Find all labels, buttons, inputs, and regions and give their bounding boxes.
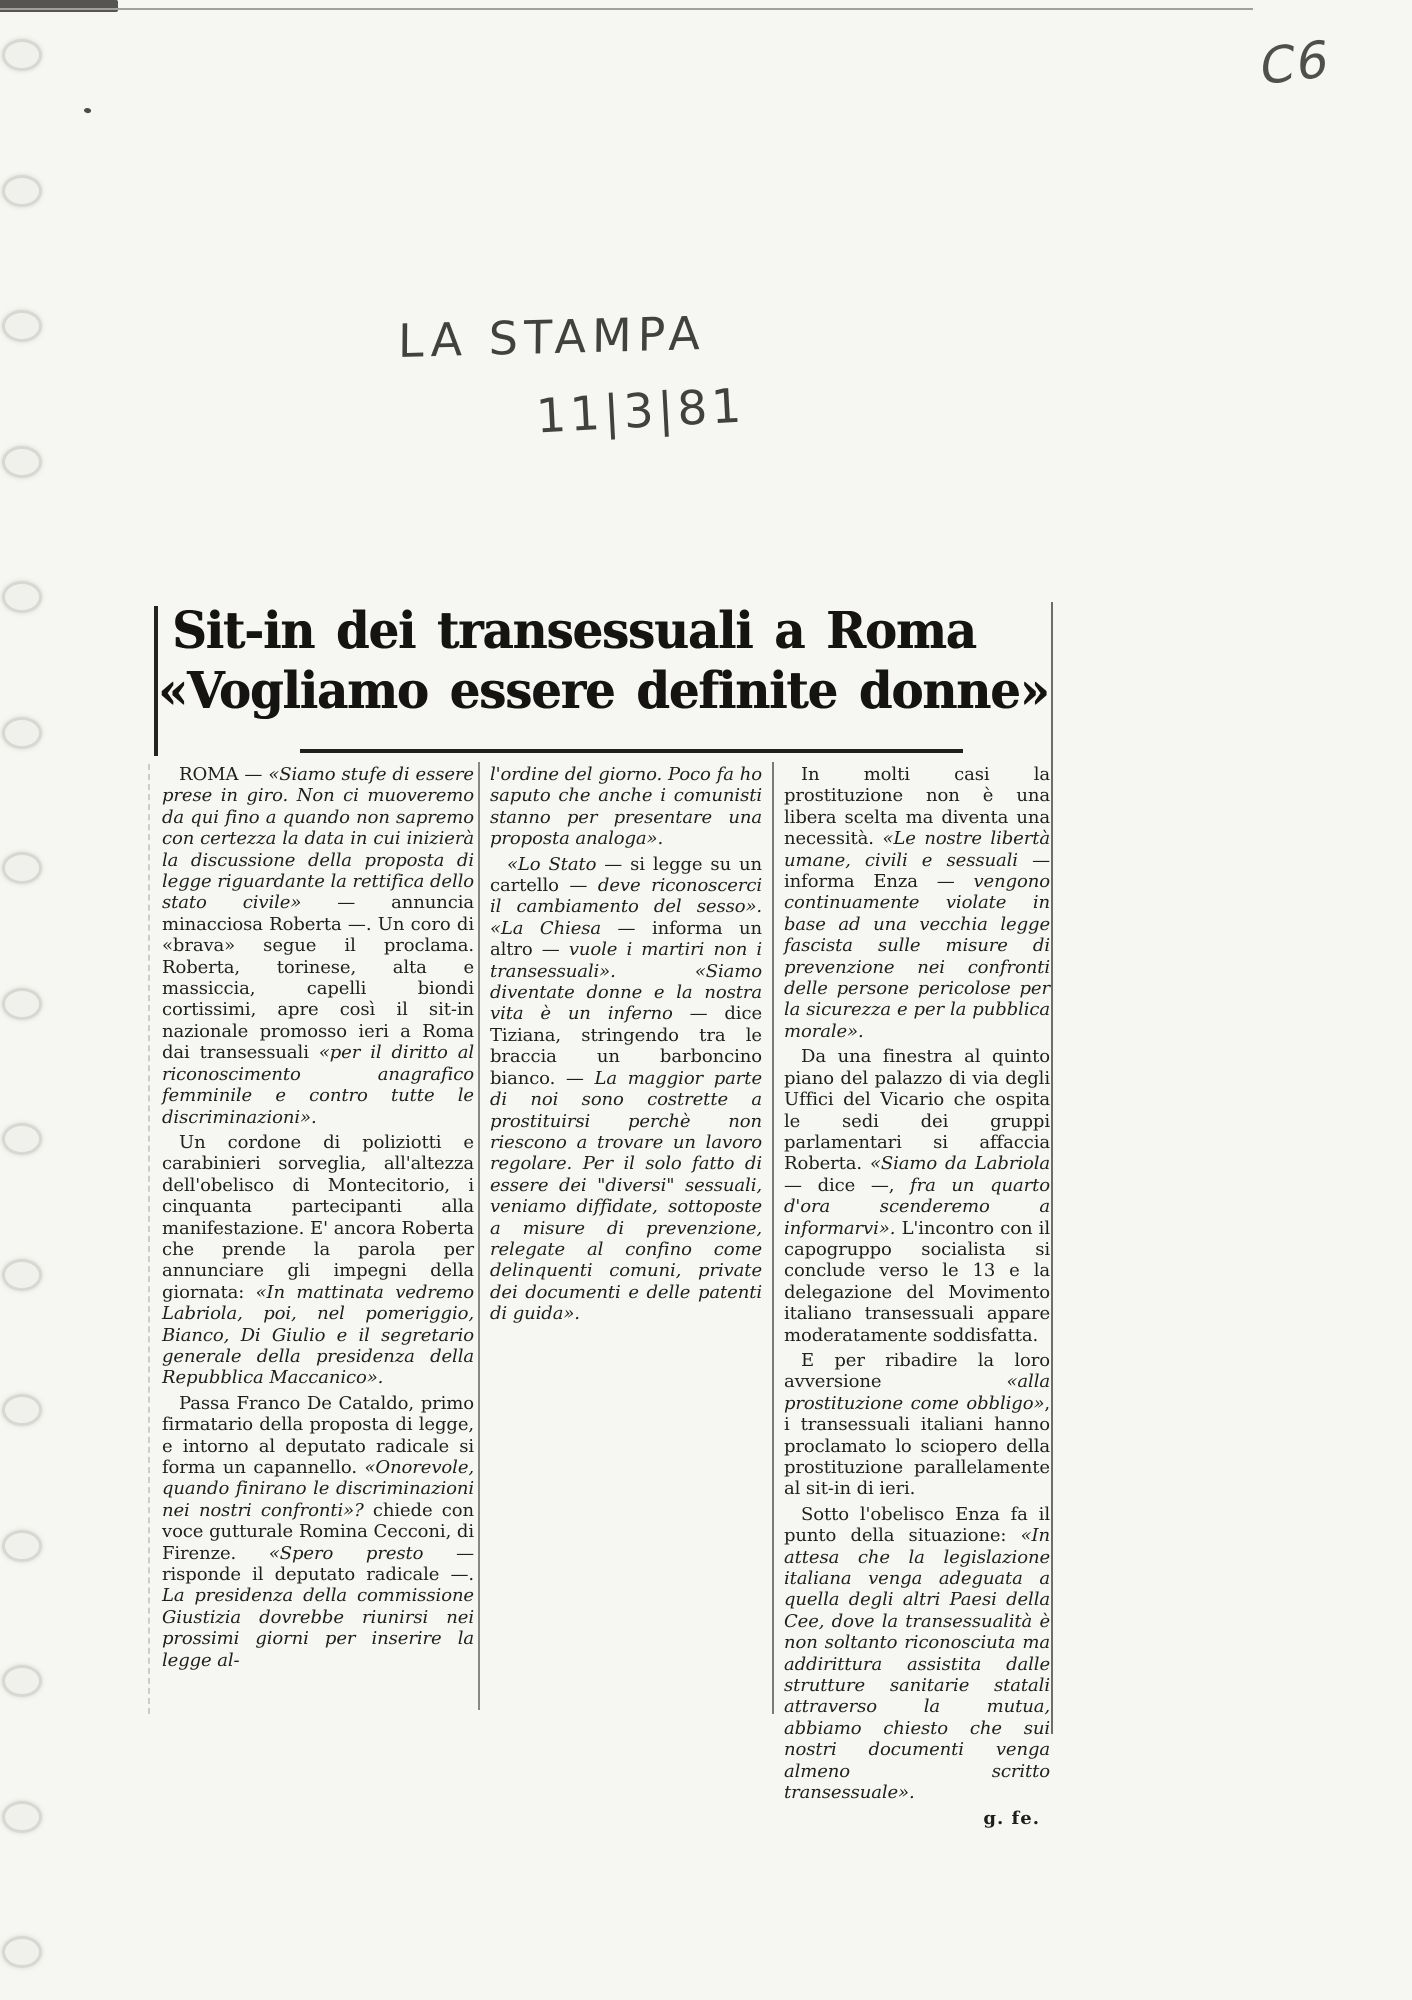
article-paragraph bbox=[490, 854, 762, 1325]
punch-hole bbox=[2, 717, 42, 749]
column-divider bbox=[772, 762, 774, 1714]
quote-text: La presidenza della commissione Giustizia dovrebbe riunirsi nei prossimi giorni per inserire la legge al- bbox=[162, 1585, 474, 1671]
headline-line-1: Sit-in dei transessuali a Roma bbox=[172, 602, 976, 661]
article-column-2 bbox=[490, 764, 762, 1329]
article-paragraph bbox=[162, 764, 474, 1128]
quote-text: deve riconoscerci il cambiamento del sesso». bbox=[490, 875, 762, 918]
punch-hole bbox=[2, 581, 42, 613]
handwritten-publication: LA STAMPA bbox=[397, 305, 707, 369]
body-text: , i transessuali italiani hanno proclamato lo sciopero della prostituzione parallelamente al sit-in di ieri. bbox=[784, 1392, 1050, 1500]
quote-text: «Onorevole, quando finirano le discriminazioni nei nostri confronti»? bbox=[162, 1457, 474, 1521]
article-paragraph bbox=[784, 1350, 1050, 1500]
scan-speck bbox=[83, 107, 91, 114]
body-text: ROMA — bbox=[179, 764, 269, 785]
byline: g. fe. bbox=[983, 1807, 1040, 1829]
punch-hole bbox=[2, 39, 42, 71]
punch-hole bbox=[2, 1259, 42, 1291]
quote-text: «Le nostre libertà umane, civili e sessuali bbox=[784, 828, 1050, 871]
quote-text: «Siamo da Labriola bbox=[869, 1153, 1051, 1175]
quote-text: «alla prostituzione come obbligo» bbox=[784, 1371, 1050, 1414]
handwritten-date: 11|3|81 bbox=[534, 378, 747, 445]
punch-hole bbox=[2, 1801, 42, 1833]
article-right-rule bbox=[1051, 602, 1053, 1734]
body-text: — annuncia minacciosa Roberta —. Un coro di «brava» segue il proclama. Roberta, torinese, alta e massiccia, capelli biondi cortissimi, apre così il sit-in nazionale promosso ieri a Roma dai transessuali bbox=[162, 892, 474, 1064]
headline-line-2: «Vogliamo essere definite donne» bbox=[158, 662, 1049, 721]
article-paragraph bbox=[490, 764, 762, 850]
punch-hole bbox=[2, 852, 42, 884]
article-paragraph bbox=[784, 764, 1050, 1042]
body-text: Un cordone di poliziotti e carabinieri sorveglia, all'altezza dell'obelisco di Montecitorio, i cinquanta partecipanti alla manifestazione. E' ancora Roberta che prende la parola per annunciare gli impegni della giornata: bbox=[162, 1131, 474, 1303]
body-text: In molti casi la prostituzione non è una libera scelta ma diventa una necessità. bbox=[784, 764, 1050, 850]
body-text: — informa Enza — bbox=[784, 849, 1050, 893]
quote-text: La maggior parte di noi sono costrette a prostituirsi perchè non riescono a trovare un lavoro regolare. Per il solo fatto di essere dei "diversi" sessuali, veniamo diffidate, sottoposte a misure di prevenzione, relegate al confino come delinquenti comuni, private dei documenti e delle patenti di guida». bbox=[490, 1067, 762, 1325]
punch-hole bbox=[2, 1936, 42, 1968]
article-clipping bbox=[148, 596, 1054, 1829]
quote-text: fra un quarto d'ora scenderemo a informarvi». bbox=[784, 1174, 1050, 1239]
clipping-cut-edge bbox=[148, 764, 150, 1714]
body-text: Sotto l'obelisco Enza fa il punto della situazione: bbox=[784, 1503, 1050, 1547]
quote-text: l'ordine del giorno. Poco fa ho saputo che anche i comunisti stanno per presentare una proposta analoga». bbox=[490, 764, 762, 850]
handwritten-corner-mark: C6 bbox=[1257, 29, 1334, 97]
body-text: E per ribadire la loro avversione bbox=[784, 1349, 1050, 1393]
headline-underline bbox=[300, 749, 963, 753]
punch-hole bbox=[2, 1530, 42, 1562]
quote-text: «In attesa che la legislazione italiana venga adeguata a quella degli altri Paesi della Cee, dove la transessualità è non soltanto riconosciuta ma addirittura assistita dalle strutture sanitarie statali attraverso la mutua, abbiamo chiesto che sui nostri documenti venga almeno scritto transessuale». bbox=[784, 1525, 1050, 1804]
punch-hole bbox=[2, 446, 42, 478]
article-column-1 bbox=[162, 764, 474, 1675]
scan-top-edge-line bbox=[0, 8, 1253, 10]
body-text: — si legge su un cartello — bbox=[490, 853, 762, 897]
scan-top-edge-bar bbox=[0, 0, 118, 12]
quote-text: «per il diritto al riconoscimento anagrafico femminile e contro tutte le discriminazioni». bbox=[162, 1042, 474, 1128]
quote-text: vengono continuamente violate in base ad una vecchia legge fascista sulle misure di prevenzione nei confronti delle persone pericolose per la sicurezza e per la pubblica morale». bbox=[784, 871, 1050, 1042]
article-paragraph bbox=[784, 1046, 1050, 1346]
quote-text: «Lo Stato bbox=[507, 853, 597, 875]
body-text: — risponde il deputato radicale —. bbox=[162, 1542, 475, 1586]
punch-hole bbox=[2, 1665, 42, 1697]
quote-text: «La Chiesa bbox=[490, 917, 602, 939]
punch-hole bbox=[2, 1394, 42, 1426]
body-text: Passa Franco De Cataldo, primo firmatario della proposta di legge, e intorno al deputato radicale si forma un capannello. bbox=[162, 1392, 474, 1478]
article-paragraph bbox=[162, 1132, 474, 1389]
quote-text: «In mattinata vedremo Labriola, poi, nel pomeriggio, Bianco, Di Giulio e il segretario generale della presidenza della Repubblica Maccanico». bbox=[162, 1281, 474, 1389]
quote-text: vuole i martiri non i transessuali». «Siamo diventate donne e la nostra vita è un inferno bbox=[490, 939, 762, 1025]
article-column-3 bbox=[784, 764, 1050, 1829]
column-divider bbox=[478, 762, 480, 1710]
article-paragraph bbox=[162, 1393, 474, 1671]
body-text: Da una finestra al quinto piano del palazzo di via degli Uffici del Vicario che ospita le sedi dei gruppi parlamentari si affaccia Roberta. bbox=[784, 1046, 1050, 1175]
punch-hole bbox=[2, 988, 42, 1020]
body-text: L'incontro con il capogruppo socialista si conclude verso le 13 e la delegazione del Movimento italiano transessuali appare moderatamente soddisfatta. bbox=[784, 1217, 1050, 1346]
body-text: — informa un altro — bbox=[490, 917, 762, 961]
body-text: — dice —, bbox=[784, 1174, 911, 1196]
punch-hole bbox=[2, 310, 42, 342]
body-text: — dice Tiziana, stringendo tra le braccia un barboncino bianco. — bbox=[490, 1003, 762, 1089]
punch-hole bbox=[2, 1123, 42, 1155]
body-text: chiede con voce gutturale Romina Cecconi, di Firenze. bbox=[162, 1499, 474, 1564]
punch-hole bbox=[2, 175, 42, 207]
quote-text: «Spero presto bbox=[268, 1542, 424, 1564]
quote-text: «Siamo stufe di essere prese in giro. Non ci muoveremo da qui fino a quando non sapremo con certezza la data in cui inizierà la discussione della proposta di legge riguardante la rettifica dello stato civile» bbox=[162, 764, 474, 914]
article-paragraph bbox=[784, 1504, 1050, 1804]
